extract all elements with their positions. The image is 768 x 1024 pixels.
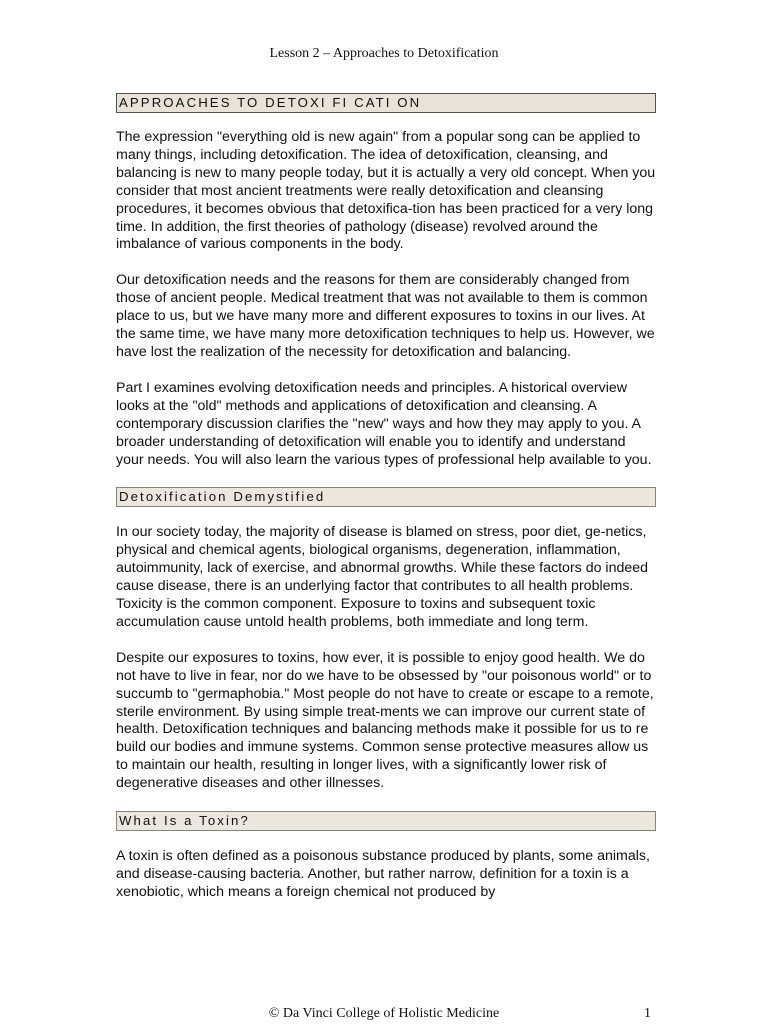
paragraph: Despite our exposures to toxins, how ever, it is possible to enjoy good health. We do not have to live in fear, nor do we have to be obsessed by "our poisonous world" or to succumb to "germaphobia." Most people do not have to create or escape to a remote, sterile environment. By using simple treat-ments we can improve our current state of health. Detoxification techniques and balancing methods make it possible for us to re build our bodies and immune systems. Common sense protective measures allow us to maintain our health, resulting in longer lives, with a significantly lower risk of degenerative diseases and other illnesses.	[116, 649, 654, 792]
page-number: 1	[644, 1006, 651, 1021]
running-header: Lesson 2 – Approaches to Detoxification	[269, 46, 499, 61]
paragraph: Part I examines evolving detoxification needs and principles. A historical overview looks at the "old" methods and applications of detoxification and cleansing. A contemporary discussion clarifies the "new" ways and how they may apply to you. A broader understanding of detoxification will enable you to identify and understand your needs. You will also learn the various types of professional help available to you.	[116, 379, 652, 468]
paragraph: In our society today, the majority of disease is blamed on stress, poor diet, ge-netics, physical and chemical agents, biological organisms, degeneration, inflammation, autoimmunity, lack of exercise, and abnormal growths. While these factors do indeed cause disease, there is an underlying factor that contributes to all health problems. Toxicity is the common component. Exposure to toxins and subsequent toxic accumulation cause untold health problems, both immediate and long term.	[116, 524, 649, 630]
footer-copyright: © Da Vinci College of Holistic Medicine	[268, 1006, 500, 1021]
paragraph: The expression "everything old is new again" from a popular song can be applied to many things, including detoxification. The idea of detoxification, cleansing, and balancing is new to many people today, but it is actually a very old concept. When you consider that most ancient treatments were really detoxification and cleansing procedures, it becomes obvious that detoxifica-tion has been practiced for a very long time. In addition, the first theories of pathology (disease) revolved around the imbalance of various components in the body.	[116, 129, 656, 253]
paragraph: Our detoxification needs and the reasons for them are considerably changed from those of ancient people. Medical treatment that was not available to them is common place to us, but we have many more and different exposures to toxins in our lives. At the same time, we have many more detoxification techniques to help us. However, we have lost the realization of the necessity for detoxification and balancing.	[116, 272, 655, 360]
section-heading-approaches: APPROACHES TO DETOXI FI CATI ON	[116, 93, 656, 113]
section-heading-what-is-a-toxin: What Is a Toxin?	[116, 811, 656, 831]
document-body	[116, 93, 656, 902]
section-heading-detox-demystified: Detoxification Demystified	[116, 487, 656, 507]
paragraph: A toxin is often defined as a poisonous substance produced by plants, some animals, and disease-causing bacteria. Another, but rather narrow, definition for a toxin is a xenobiotic, which means a foreign chemical not produced by	[116, 848, 650, 900]
